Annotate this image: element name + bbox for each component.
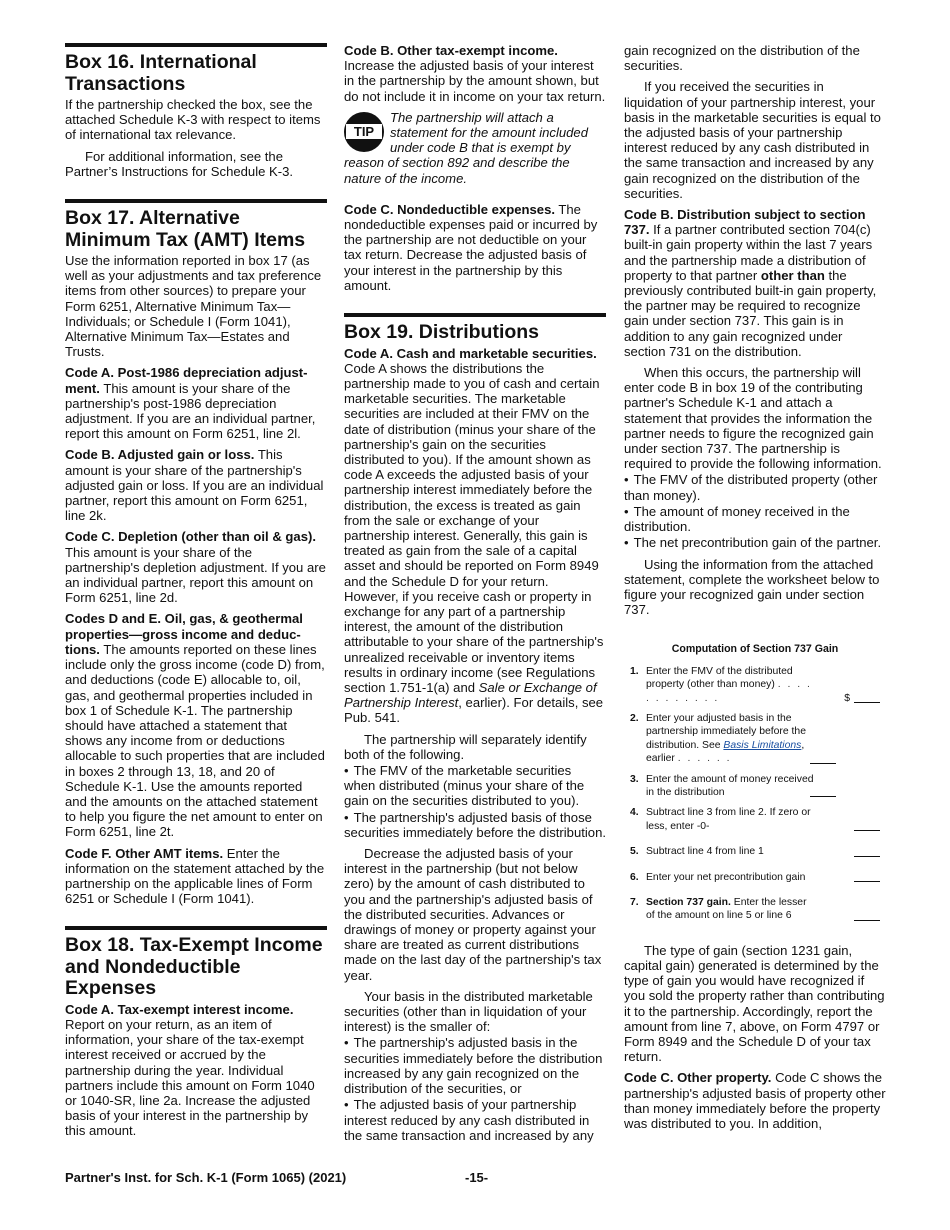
box18-code-b	[344, 43, 606, 104]
column-3	[624, 43, 886, 1137]
line-text: Enter your adjusted basis in the partnership immediately before the distribution. See	[646, 712, 806, 751]
bullet-item: • The FMV of the marketable securities when distributed (minus your share of the gain on the securities distributed to you).	[344, 763, 606, 809]
line-text-2: , earlier	[646, 739, 805, 765]
code-label: Code C. Other property.	[624, 1070, 772, 1086]
code-label: Code A. Tax-exempt interest income.	[65, 1001, 294, 1017]
code-text-italic: Sale or Exchange of Partnership Interest	[344, 680, 597, 711]
bullet-item: • The adjusted basis of your partnership interest reduced by any cash distributed in the same transaction and increased by any	[344, 1097, 606, 1143]
page-number: -15-	[465, 1170, 489, 1185]
leader-dots: . . . . . . . . . . . .	[646, 679, 812, 704]
entry-blank[interactable]	[854, 856, 880, 857]
code-label: Code A. Post-1986 depreciation adjustment.	[65, 365, 308, 396]
box18-heading: Box 18. Tax-Exempt Income and Nondeductible Expenses	[65, 926, 327, 1000]
line-number: 3.	[630, 773, 639, 785]
box17-intro: Use the information reported in box 17 (as well as your adjustments and tax preference items from other sources) to prepare your Form 6251, Alternative Minimum Tax—Individuals; or Schedule I (Form 1041), Alternative Minimum Tax—Estates and Trusts.	[65, 253, 322, 360]
occurs-paragraph: When this occurs, the partnership will enter code B in box 19 of the contributing partner's Schedule K-1 and attach a statement that provides the information the partner needs to figure the recognized gain under section 737. The partnership is required to provide the following information.	[624, 365, 882, 472]
line-number: 7.	[630, 897, 639, 908]
box19-decrease: Decrease the adjusted basis of your interest in the partnership (but not below zero) by the amount of cash distributed to you and the partnership's adjusted basis of the distributed securities. Advances or drawings of money or property against your share are treated as current distributions made on the last day of the partnership's tax year.	[344, 846, 602, 983]
code-label: Code B. Distribution subject to section 737.	[624, 207, 866, 238]
box19-code-b	[624, 207, 886, 359]
line-text: Subtract line 3 from line 2. If zero or less, enter -0-	[646, 807, 811, 832]
section-737-worksheet	[624, 643, 886, 923]
entry-blank[interactable]	[810, 763, 836, 764]
line-text: Enter the amount of money received in the distribution	[646, 773, 814, 798]
liquidation-paragraph: If you received the securities in liquidation of your partnership interest, your basis in the marketable securities is equal to the adjusted basis of your partnership interest reduced by any cash distributed in the same transaction and increased by any gain recognized on the distribution of the securities.	[624, 79, 881, 201]
column-2	[344, 43, 606, 1144]
line-text: Enter the FMV of the distributed property (other than money)	[646, 665, 793, 691]
worksheet-line-3	[624, 773, 886, 800]
code-label: Code C. Depletion (other than oil & gas).	[65, 529, 316, 545]
code-label: Code B. Other tax-exempt income.	[344, 43, 558, 58]
box18-code-a	[65, 1002, 327, 1139]
entry-blank[interactable]	[854, 702, 880, 703]
worksheet-line-2	[624, 712, 886, 766]
code-text-2: the previously contributed built-in gain property, the partner may be required to recognize gain under section 737. This gain is in addition to any gain recognized under section 731 on the distribution.	[624, 267, 877, 359]
code-label: Code F. Other AMT items.	[65, 845, 224, 861]
box19-code-c	[624, 1070, 886, 1131]
box19-basis: Your basis in the distributed marketable securities (other than in liquidation of your interest) is the smaller of:	[344, 988, 593, 1035]
bullet-item: • The net precontribution gain of the partner.	[624, 535, 886, 550]
entry-blank[interactable]	[810, 796, 836, 797]
code-label: Code C. Nondeductible expenses.	[344, 201, 555, 217]
box17-code-b	[65, 447, 327, 523]
box17-code-c	[65, 529, 327, 605]
code-text: This amount is your share of the partnership's depletion adjustment. If you are an individual partner, report this amount on Form 6251, line 2d.	[65, 544, 326, 606]
code-text: Report on your return, as an item of information, your share of the tax-exempt interest received or accrued by the partnership during the year. Individual partners include this amount on Form 1040 or 1040-SR, line 2a. Increase the adjusted basis of your interest in the partnership by this amount.	[65, 1017, 315, 1139]
worksheet-line-1	[624, 665, 886, 705]
line-label: Section 737 gain.	[646, 897, 731, 908]
code-text: The nondeductible expenses paid or incurred by the partnership are not deductible on your tax return. Decrease the adjusted basis of your interest in the partnership by this amount.	[344, 201, 598, 293]
entry-blank[interactable]	[854, 920, 880, 921]
basis-limitations-link[interactable]: Basis Limitations	[723, 739, 802, 751]
using-paragraph: Using the information from the attached statement, complete the worksheet below to figure your recognized gain under section 737.	[624, 556, 880, 618]
worksheet-title: Computation of Section 737 Gain	[671, 643, 839, 656]
line-number: 5.	[630, 846, 639, 858]
gain-type-paragraph: The type of gain (section 1231 gain, capital gain) generated is determined by the type of gain you would have recognized if you sold the property rather than contributing it to the partnership. Accordingly, report the amount from line 7, above, on Form 4797 or Form 8949 and the Schedule D of your tax return.	[624, 942, 885, 1065]
code-text: This amount is your share of the partnership's post-1986 depreciation adjustment. If you are an individual partner, report this amount on Form 6251, line 2l.	[65, 380, 316, 442]
line-number: 2.	[630, 712, 639, 724]
code-text-2: , earlier). For details, see Pub. 541.	[344, 695, 604, 726]
box19-heading: Box 19. Distributions	[344, 313, 606, 344]
continued-text: gain recognized on the distribution of the securities.	[624, 43, 860, 74]
tip-note	[344, 110, 606, 186]
column-1	[65, 43, 327, 1145]
box19-identify: The partnership will separately identify both of the following.	[344, 731, 587, 762]
box17-code-a	[65, 365, 327, 441]
box18-code-c	[344, 202, 606, 293]
bullet-item: • The FMV of the distributed property (other than money).	[624, 472, 886, 502]
line-text: Enter your net precontribution gain	[646, 871, 806, 883]
code-text-1: If a partner contributed section 704(c) built-in gain property within the last 7 years and the partnership made a distribution of property to that partner	[624, 222, 873, 283]
worksheet-line-6	[624, 871, 886, 884]
code-label: Code B. Adjusted gain or loss.	[65, 447, 255, 463]
bullet-item: • The partnership's adjusted basis of those securities immediately before the distribution.	[344, 810, 606, 840]
code-text: Enter the information on the statement attached by the partnership on the applicable lines of Form 6251 or Schedule I (Form 1041).	[65, 845, 325, 907]
box17-codes-d-e	[65, 611, 327, 839]
code-label: Codes D and E. Oil, gas, & geothermal properties—gross income and deductions.	[65, 611, 303, 657]
leader-dots: . . . . . .	[677, 753, 732, 765]
entry-blank[interactable]	[854, 881, 880, 882]
box17-code-f	[65, 846, 327, 907]
line-text: Enter the lesser of the amount on line 5 or line 6	[646, 897, 807, 922]
code-text: Increase the adjusted basis of your interest in the partnership by the amount shown, but do not include it in income on your tax return.	[344, 58, 606, 104]
worksheet-line-7	[624, 896, 886, 923]
box19-code-a	[344, 346, 606, 726]
box16-heading: Box 16. International Transactions	[65, 43, 327, 95]
entry-blank[interactable]	[854, 830, 880, 831]
box17-heading: Box 17. Alternative Minimum Tax (AMT) Items	[65, 199, 327, 251]
code-text: Code C shows the partnership's adjusted basis of property other than money immediately before the property was distributed to you. In addition,	[624, 1070, 886, 1132]
code-text: The amounts reported on these lines include only the gross income (code D) from, and deductions (code E) allocable to, oil, gas, and geothermal properties included in box 1 of Schedule K-1. The partnership should have attached a statement that shows any income from or deductions allocable to such properties that are included in boxes 2 through 13, 18, and 20 of Schedule K-1. Use the amounts reported and the amounts on the attached statement to help you figure the net amount to enter on Form 6251, line 2t.	[65, 641, 325, 840]
footer-form-title: Partner's Inst. for Sch. K-1 (Form 1065) (2021)	[65, 1170, 347, 1185]
line-number: 4.	[630, 807, 639, 819]
line-number: 6.	[630, 871, 639, 883]
code-text-bold: other than	[760, 267, 825, 283]
code-text-1: Code A shows the distributions the partnership made to you of cash and certain marketable securities. The marketable securities are included at their FMV on the date of distribution (minus your share of the partnership's gain on the securities distributed to you). If the amount shown as code A exceeds the adjusted basis of your partnership interest immediately before the distribution, the excess is treated as gain from the sale or exchange of your partnership interest. Generally, this gain is treated as gain from the sale of a capital asset and should be reported on Form 8949 and the Schedule D for your return. However, if you receive cash or property in exchange for any part of a partnership interest, the amount of the distribution attributable to your share of the partnership's unrealized receivable or inventory items results in ordinary income (see Regulations section 1.751-1(a) and	[344, 360, 604, 696]
bullet-item: • The partnership's adjusted basis in the securities immediately before the distribution increased by any gain recognized on the distribution of the securities, or	[344, 1035, 606, 1096]
line-number: 1.	[630, 665, 639, 677]
box16-paragraph-1: If the partnership checked the box, see the attached Schedule K-3 with respect to items of international tax relevance.	[65, 97, 321, 143]
tip-text: The partnership will attach a statement for the amount included under code B that is exempt by reason of section 892 and describe the nature of the income.	[344, 109, 588, 186]
code-text: This amount is your share of the partnership's adjusted gain or loss. If you are an individual partner, report this amount on Form 6251, line 2k.	[65, 447, 324, 524]
tip-icon	[344, 112, 384, 152]
worksheet-line-4	[624, 806, 886, 833]
code-label: Code A. Cash and marketable securities.	[344, 345, 597, 361]
line-text: Subtract line 4 from line 1	[646, 846, 764, 858]
worksheet-line-5	[624, 845, 886, 858]
bullet-item: • The amount of money received in the distribution.	[624, 504, 886, 534]
dollar-sign: $	[844, 692, 850, 704]
tip-badge-label: TIP	[346, 124, 382, 139]
box16-paragraph-2: For additional information, see the Partner’s Instructions for Schedule K-3.	[65, 148, 294, 179]
